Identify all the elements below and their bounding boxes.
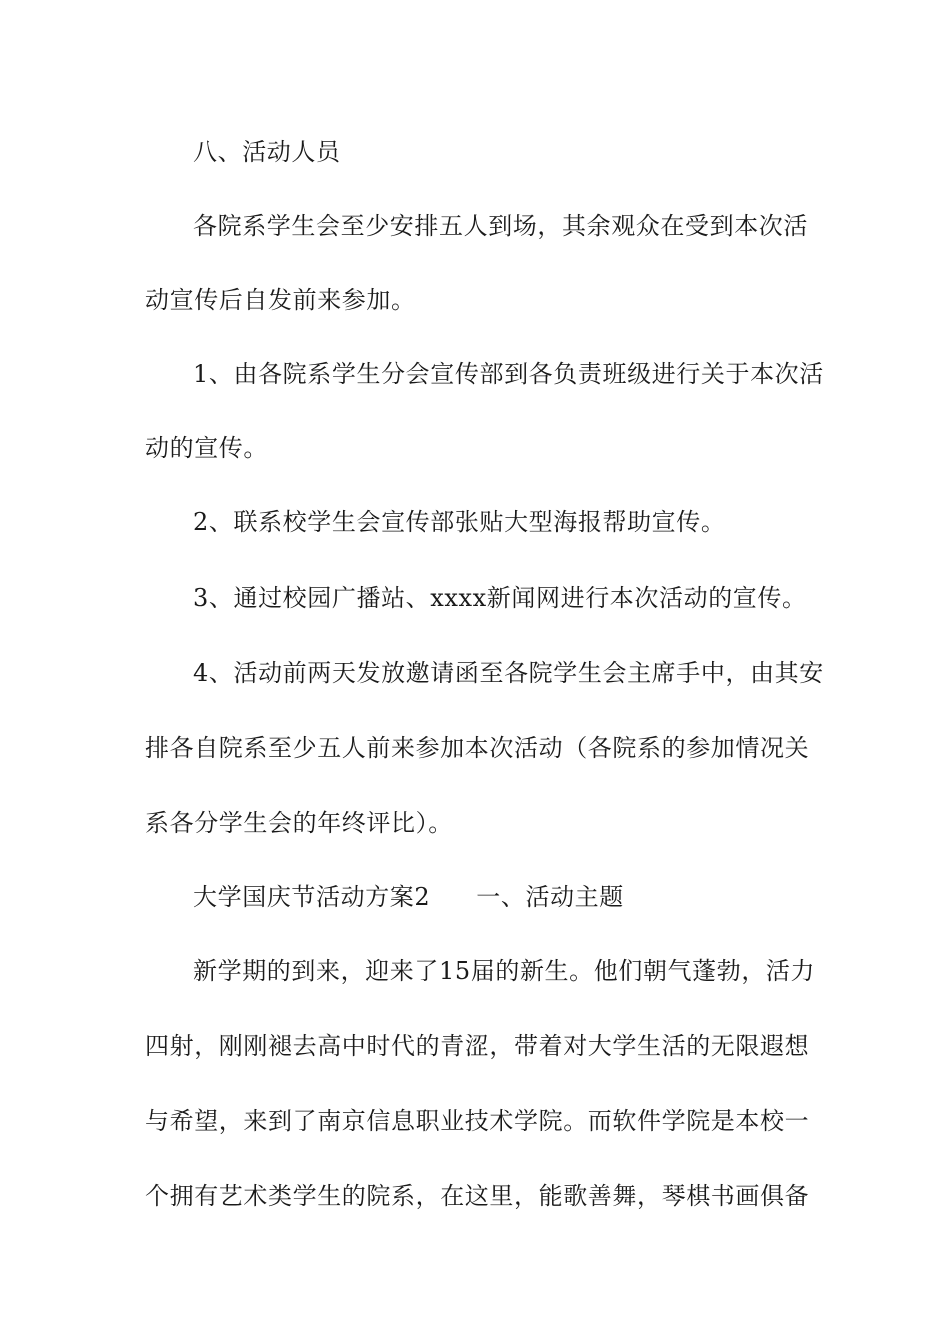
paragraph-line: 个拥有艺术类学生的院系，在这里，能歌善舞，琴棋书画俱备 (145, 1182, 810, 1210)
list-item-4-line: 系各分学生会的年终评比）。 (145, 809, 453, 837)
plan-heading-line (193, 881, 863, 913)
plan-title: 大学国庆节活动方案2 (193, 883, 431, 911)
list-item-4-line: 排各自院系至少五人前来参加本次活动（各院系的参加情况关 (145, 734, 810, 762)
list-item-4-line: 4、活动前两天发放邀请函至各院学生会主席手中，由其安 (193, 659, 824, 687)
paragraph-line: 动宣传后自发前来参加。 (145, 286, 416, 314)
paragraph-line: 与希望，来到了南京信息职业技术学院。而软件学院是本校一 (145, 1107, 810, 1135)
paragraph-line: 四射，刚刚褪去高中时代的青涩，带着对大学生活的无限遐想 (145, 1032, 810, 1060)
list-item-3: 3、通过校园广播站、xxxx新闻网进行本次活动的宣传。 (193, 584, 807, 612)
paragraph-line: 新学期的到来，迎来了15届的新生。他们朝气蓬勃，活力 (193, 957, 816, 985)
list-item-1-line: 动的宣传。 (145, 434, 268, 462)
theme-heading: 一、活动主题 (476, 883, 624, 911)
section-heading-personnel: 八、活动人员 (193, 138, 341, 166)
list-item-1-line: 1、由各院系学生分会宣传部到各负责班级进行关于本次活 (193, 360, 824, 388)
paragraph-line: 各院系学生会至少安排五人到场，其余观众在受到本次活 (193, 212, 808, 240)
list-item-2: 2、联系校学生会宣传部张贴大型海报帮助宣传。 (193, 508, 726, 536)
